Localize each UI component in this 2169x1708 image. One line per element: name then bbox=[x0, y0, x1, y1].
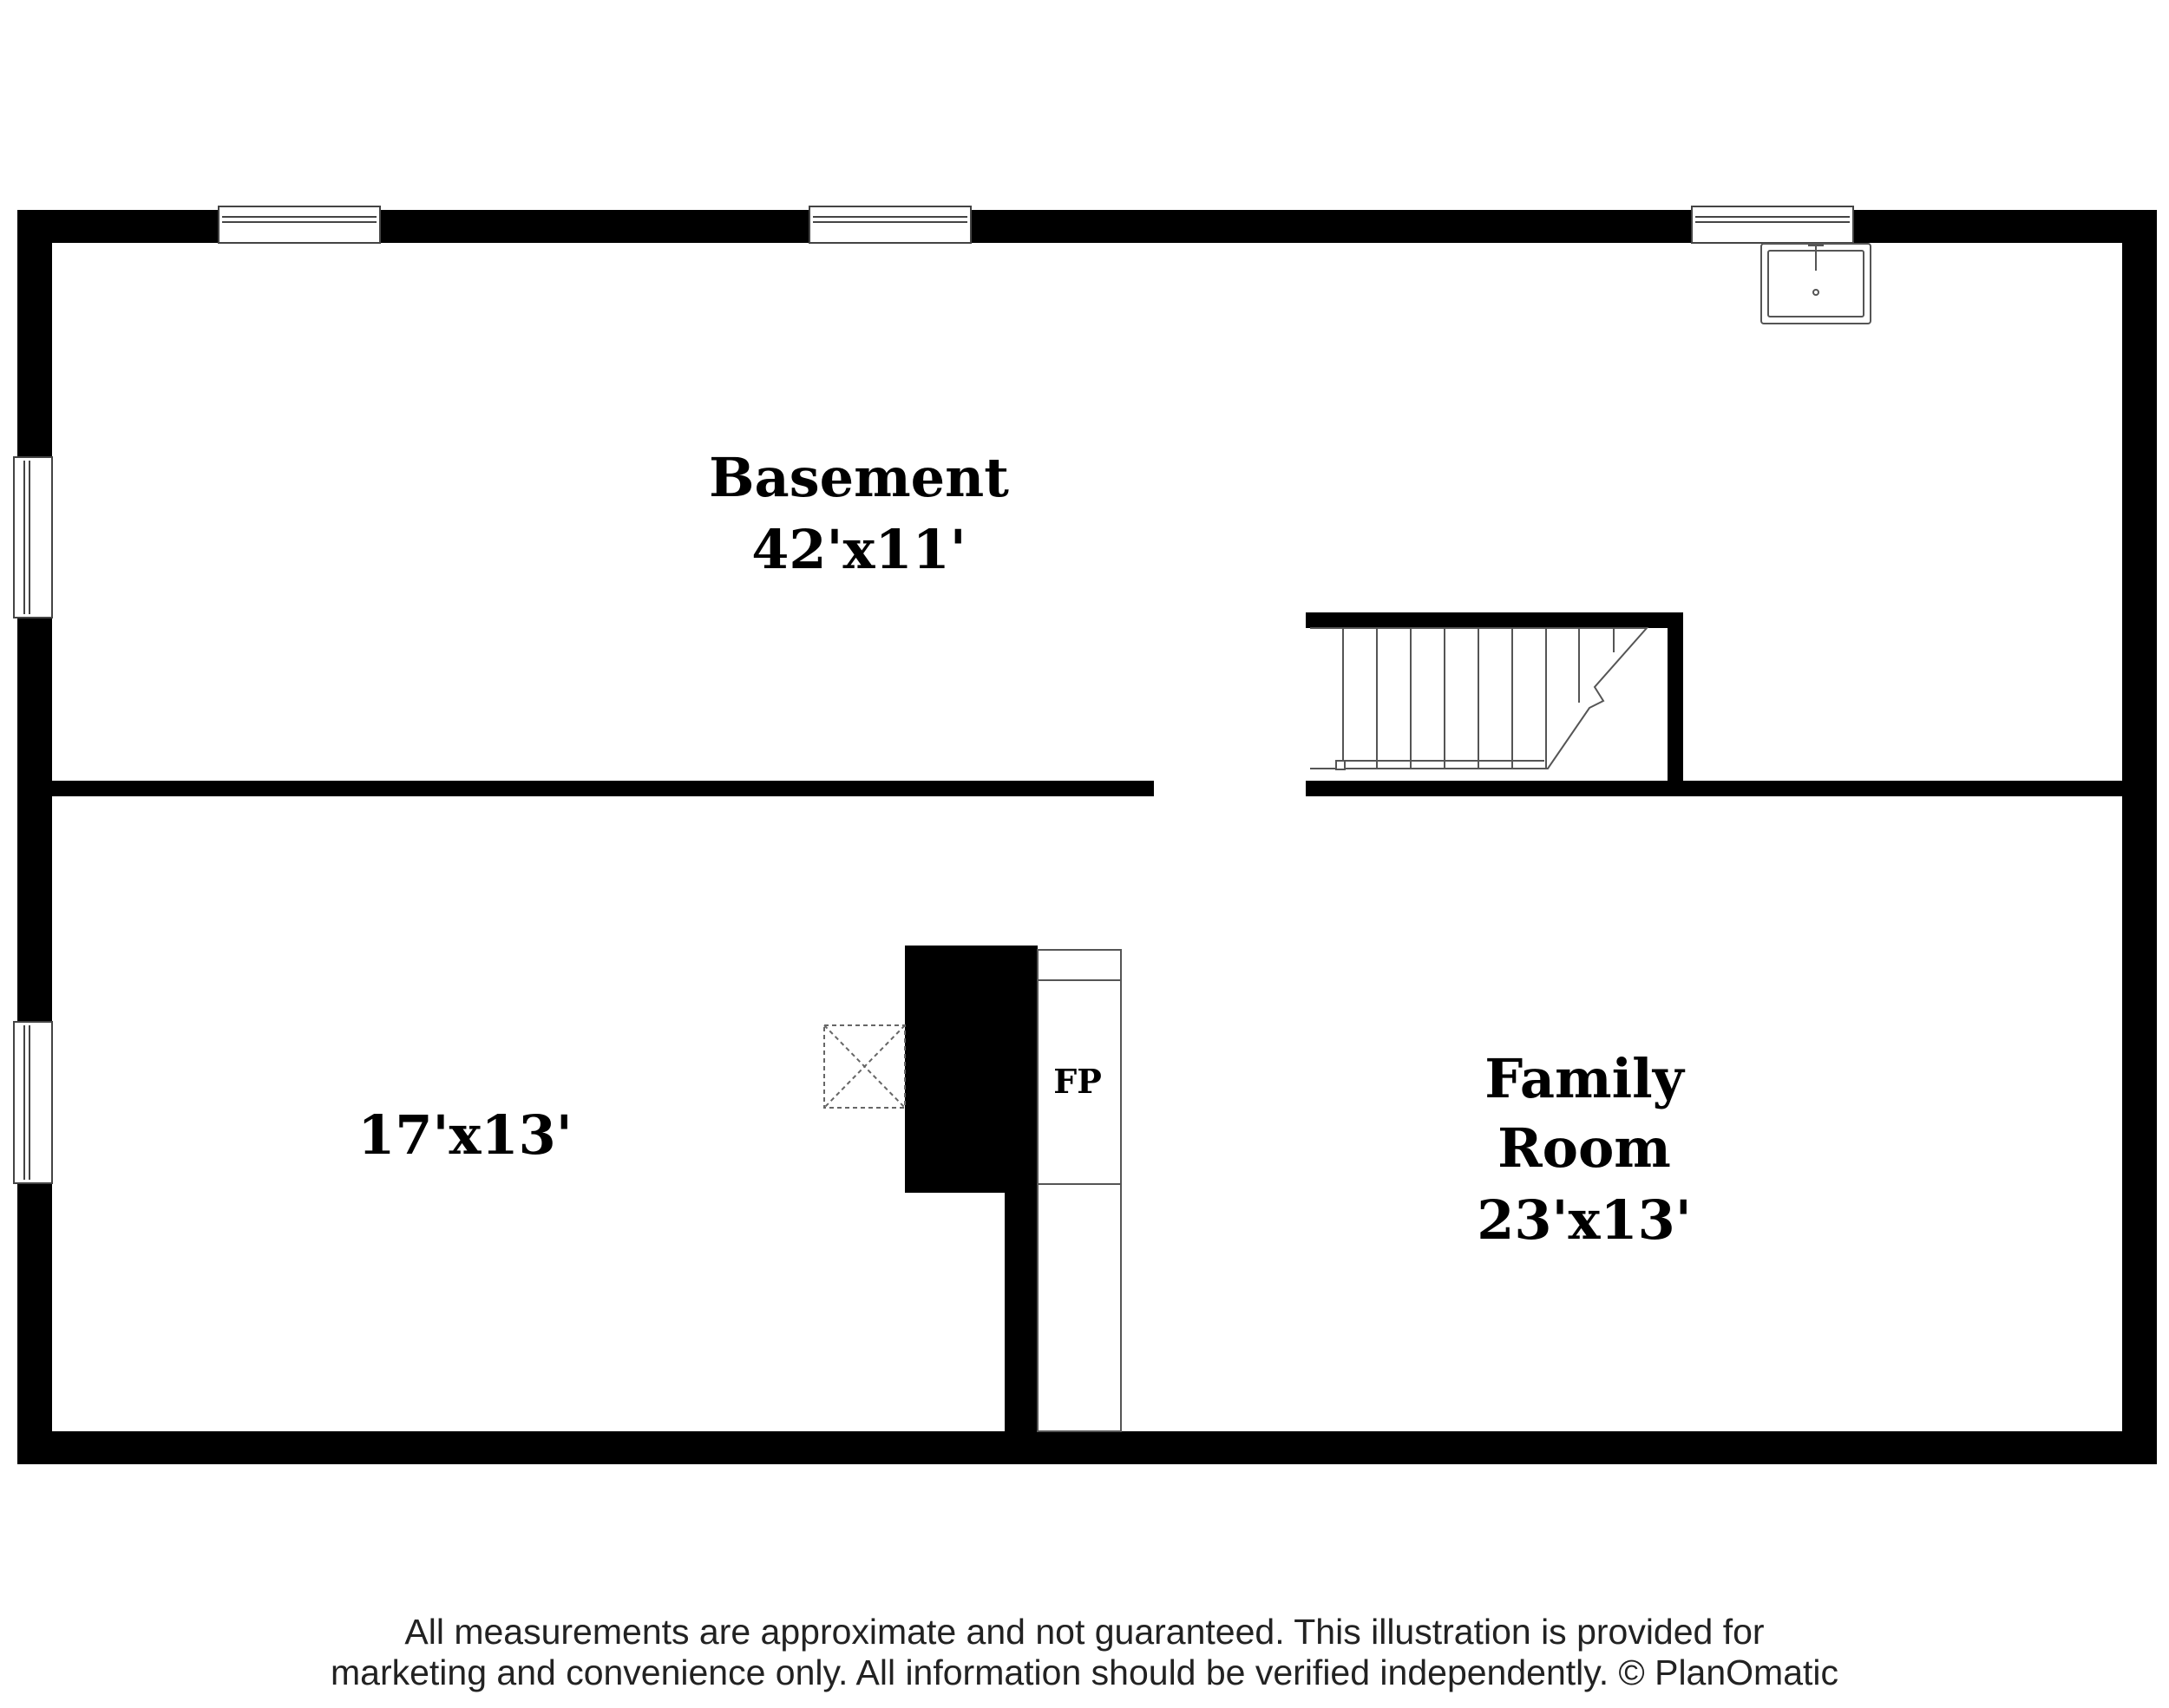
disclaimer-line-2: marketing and convenience only. All information should be verified independently. © PlanOmatic bbox=[330, 1652, 1838, 1692]
west-wall bbox=[17, 210, 52, 1464]
window-west-1 bbox=[14, 457, 52, 618]
family-room-dims: 23'x13' bbox=[1477, 1188, 1692, 1252]
interior-wall-west-segment bbox=[52, 781, 1154, 796]
family-room-name-line1: Family bbox=[1484, 1047, 1684, 1110]
southwest-room-dims: 17'x13' bbox=[357, 1103, 573, 1167]
cleanout-icon bbox=[824, 1025, 905, 1108]
window-north-2 bbox=[809, 206, 971, 243]
basement-room-dims: 42'x11' bbox=[751, 518, 967, 581]
basement-room-name: Basement bbox=[709, 446, 1009, 509]
window-north-1 bbox=[219, 206, 380, 243]
exterior-walls bbox=[17, 210, 2157, 1464]
disclaimer-line-1: All measurements are approximate and not guaranteed. This illustration is provided for bbox=[404, 1612, 1765, 1652]
interior-walls bbox=[52, 612, 2122, 1431]
fireplace-hearth bbox=[1038, 950, 1121, 1431]
family-room-name-line2: Room bbox=[1497, 1116, 1671, 1180]
window-west-2 bbox=[14, 1022, 52, 1183]
interior-wall-east-segment bbox=[1306, 781, 2122, 796]
stair-enclosure-top bbox=[1306, 612, 1683, 628]
sink-icon bbox=[1761, 244, 1871, 324]
stairs bbox=[1310, 628, 1647, 769]
chimney-block bbox=[905, 946, 1038, 1193]
fireplace-label: FP bbox=[1053, 1062, 1102, 1101]
south-wall bbox=[17, 1431, 2157, 1464]
stair-enclosure-right bbox=[1668, 612, 1683, 796]
disclaimer bbox=[0, 1612, 2169, 1693]
east-wall bbox=[2122, 210, 2157, 1464]
partition-wall bbox=[1005, 1193, 1038, 1431]
window-north-3 bbox=[1692, 206, 1853, 243]
